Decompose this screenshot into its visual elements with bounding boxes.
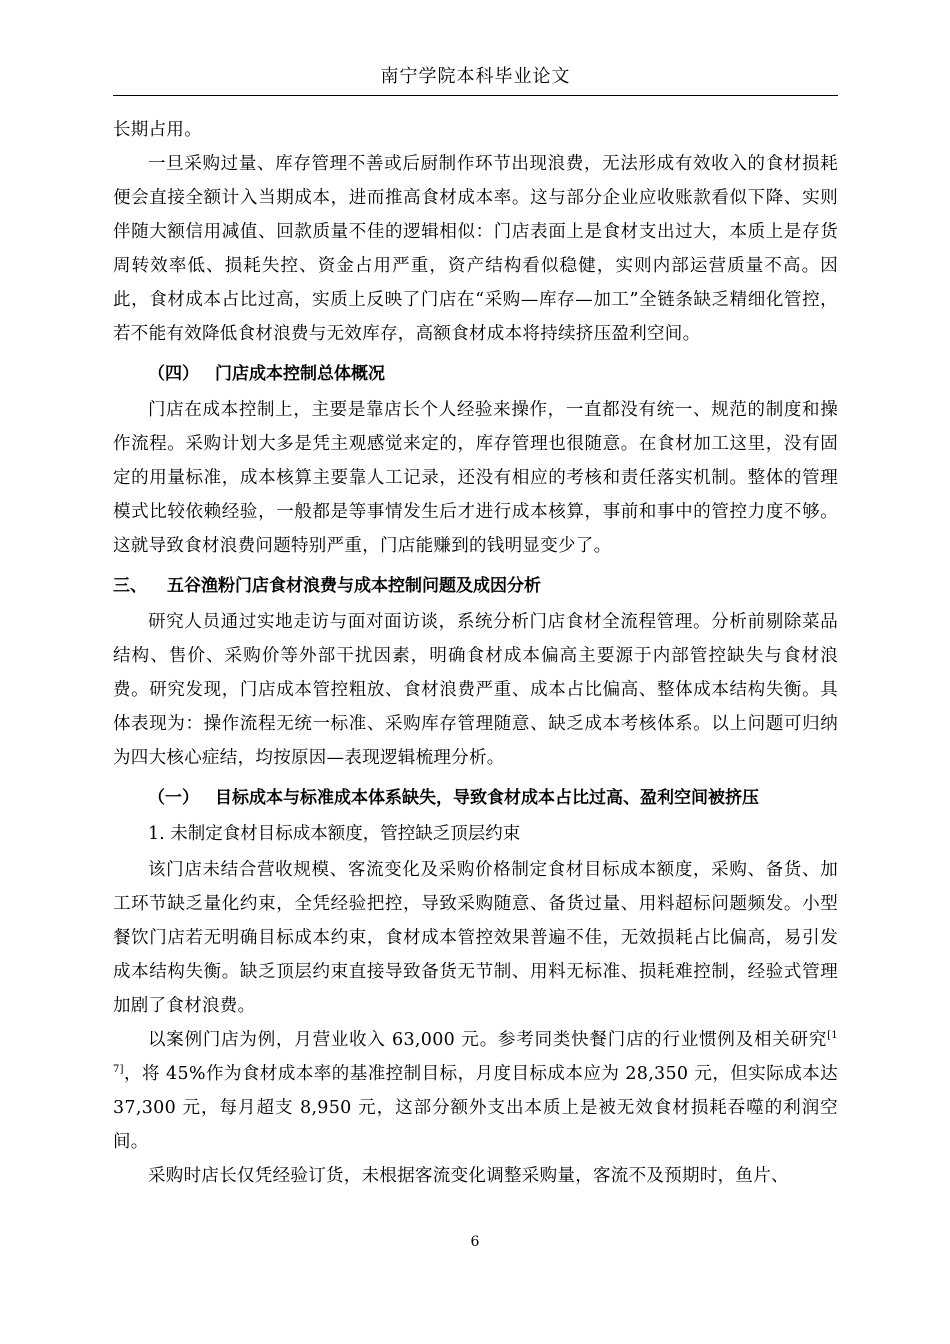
paragraph: 门店在成本控制上，主要是靠店长个人经验来操作，一直都没有统一、规范的制度和操作流程。采购计划大多是凭主观感觉来定的，库存管理也很随意。在食材加工这里，没有固定的用量标准，成本核算主要靠人工记录，还没有相应的考核和责任落实机制。整体的管理模式比较依赖经验，一般都是等事情发生后才进行成本核算，事前和事中的管控力度不够。这就导致食材浪费问题特别严重，门店能赚到的钱明显变少了。 bbox=[113, 400, 838, 556]
header-divider bbox=[113, 95, 838, 96]
numbered-item: 1. 未制定食材目标成本额度，管控缺乏顶层约束 bbox=[148, 824, 521, 844]
subsection-heading bbox=[113, 357, 838, 391]
paragraph-text: ，将 45%作为食材成本率的基准控制目标，月度目标成本应为 28,350 元，但实际成本达 37,300 元，每月超支 8,950 元，这部分额外支出本质上是被无效食材损耗吞噬的利润空间。 bbox=[113, 1064, 838, 1152]
paragraph: 研究人员通过实地走访与面对面访谈，系统分析门店食材全流程管理。分析前剔除菜品结构、售价、采购价等外部干扰因素，明确食材成本偏高主要源于内部管控缺失与食材浪费。研究发现，门店成本管控粗放、食材浪费严重、成本占比偏高、整体成本结构失衡。具体表现为：操作流程无统一标准、采购库存管理随意、缺乏成本考核体系。以上问题可归纳为四大核心症结，均按原因—表现逻辑梳理分析。 bbox=[113, 612, 838, 768]
heading-number: （四） bbox=[148, 364, 199, 384]
heading-number: 三、 bbox=[113, 576, 147, 596]
paragraph: 采购时店长仅凭经验订货，未根据客流变化调整采购量，客流不及预期时，鱼片、 bbox=[148, 1166, 789, 1186]
subsection-heading bbox=[113, 781, 838, 815]
paragraph bbox=[113, 1023, 838, 1159]
page-number: 6 bbox=[470, 1234, 480, 1250]
citation-ref: [17] bbox=[113, 1030, 838, 1076]
heading-text: 五谷渔粉门店食材浪费与成本控制问题及成因分析 bbox=[167, 576, 541, 596]
heading-text: 门店成本控制总体概况 bbox=[215, 364, 385, 384]
heading-text: 目标成本与标准成本体系缺失，导致食材成本占比过高、盈利空间被挤压 bbox=[215, 788, 759, 808]
paragraph: 该门店未结合营收规模、客流变化及采购价格制定食材目标成本额度，采购、备货、加工环节缺乏量化约束，全凭经验把控，导致采购随意、备货过量、用料超标问题频发。小型餐饮门店若无明确目标成本约束，食材成本管控效果普遍不佳，无效损耗占比偏高，易引发成本结构失衡。缺乏顶层约束直接导致备货无节制、用料无标准、损耗难控制，经验式管理加剧了食材浪费。 bbox=[113, 860, 838, 1016]
paragraph: 一旦采购过量、库存管理不善或后厨制作环节出现浪费，无法形成有效收入的食材损耗便会直接全额计入当期成本，进而推高食材成本率。这与部分企业应收账款看似下降、实则伴随大额信用减值、回款质量不佳的逻辑相似：门店表面上是食材支出过大，本质上是存货周转效率低、损耗失控、资金占用严重，资产结构看似稳健，实则内部运营质量不高。因此，食材成本占比过高，实质上反映了门店在“采购—库存—加工”全链条缺乏精细化管控，若不能有效降低食材浪费与无效库存，高额食材成本将持续挤压盈利空间。 bbox=[113, 154, 838, 344]
paragraph: 长期占用。 bbox=[113, 120, 202, 140]
document-body bbox=[113, 113, 838, 1193]
section-heading bbox=[113, 569, 838, 603]
page-header-title: 南宁学院本科毕业论文 bbox=[380, 66, 571, 87]
heading-number: （一） bbox=[148, 788, 199, 808]
paragraph-text: 以案例门店为例，月营业收入 63,000 元。参考同类快餐门店的行业惯例及相关研究 bbox=[148, 1030, 828, 1050]
